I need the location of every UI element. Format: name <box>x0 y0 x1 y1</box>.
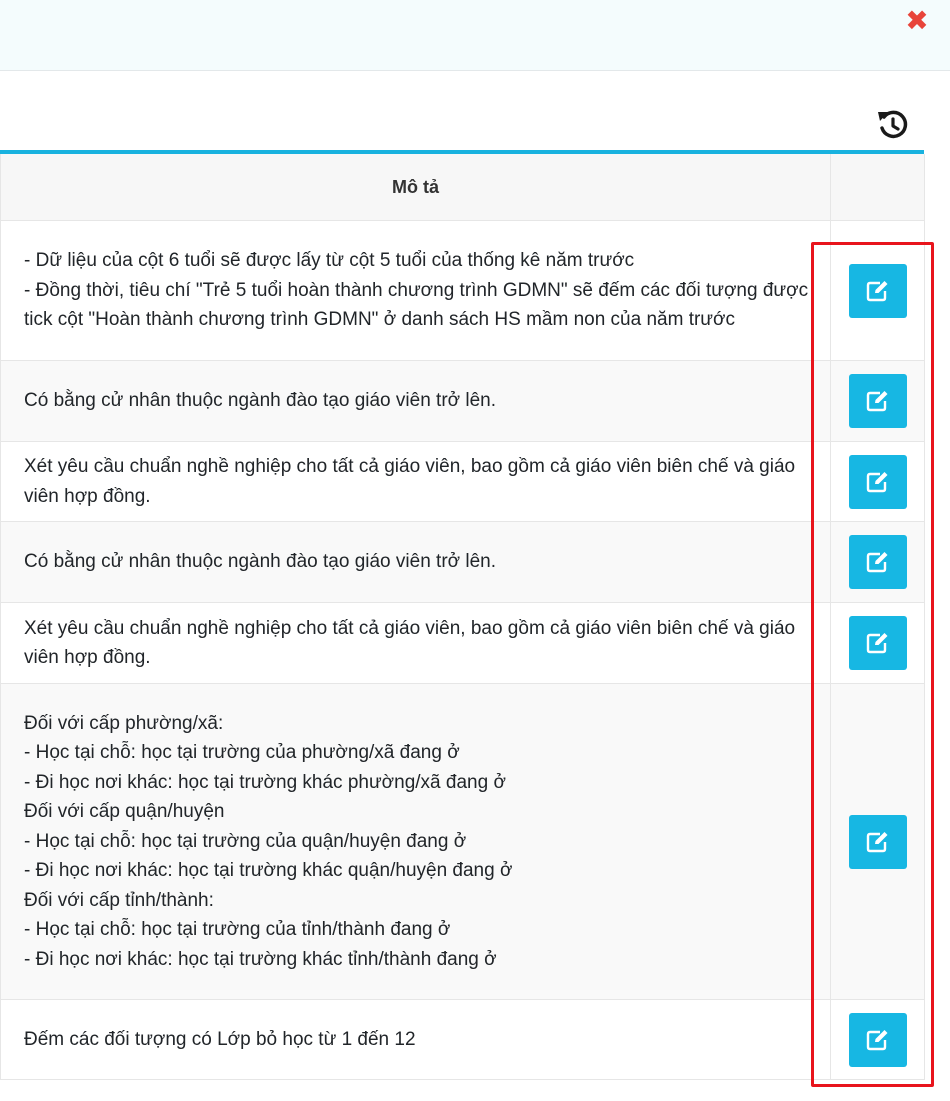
edit-icon <box>866 551 890 573</box>
table-row <box>1 603 925 684</box>
table-header-row <box>1 154 925 221</box>
table-row <box>1 1000 925 1080</box>
row-actions <box>831 442 925 522</box>
table-body <box>1 221 925 1080</box>
criteria-table <box>0 154 925 1080</box>
close-icon: ✖ <box>905 5 929 36</box>
table-row <box>1 684 925 1000</box>
edit-icon <box>866 632 890 654</box>
row-description: Xét yêu cầu chuẩn nghề nghiệp cho tất cả giáo viên, bao gồm cả giáo viên biên chế và giáo viên hợp đồng. <box>1 442 831 522</box>
table-row <box>1 442 925 522</box>
criteria-table-container <box>0 150 924 1080</box>
edit-icon <box>866 280 890 302</box>
row-actions <box>831 221 925 361</box>
table-row <box>1 361 925 442</box>
history-button[interactable] <box>876 108 910 142</box>
edit-button[interactable] <box>849 616 907 670</box>
table-row <box>1 221 925 361</box>
edit-button[interactable] <box>849 535 907 589</box>
row-description: - Dữ liệu của cột 6 tuổi sẽ được lấy từ cột 5 tuổi của thống kê năm trước - Đồng thời, tiêu chí "Trẻ 5 tuổi hoàn thành chương trình GDMN" sẽ đếm các đối tượng được tick cột "Hoàn thành chương trình GDMN" ở danh sách HS mầm non của năm trước <box>1 221 831 361</box>
edit-button[interactable] <box>849 374 907 428</box>
close-button[interactable] <box>904 5 930 36</box>
modal-header <box>0 0 950 71</box>
column-header-description: Mô tả <box>1 154 831 221</box>
edit-button[interactable] <box>849 264 907 318</box>
table-row <box>1 522 925 603</box>
column-header-actions <box>831 154 925 221</box>
edit-icon <box>866 1029 890 1051</box>
row-actions <box>831 684 925 1000</box>
row-actions <box>831 603 925 684</box>
history-icon <box>876 108 910 142</box>
edit-button[interactable] <box>849 815 907 869</box>
row-description: Đếm các đối tượng có Lớp bỏ học từ 1 đến 12 <box>1 1000 831 1080</box>
edit-icon <box>866 390 890 412</box>
edit-button[interactable] <box>849 1013 907 1067</box>
row-actions <box>831 522 925 603</box>
edit-button[interactable] <box>849 455 907 509</box>
row-actions <box>831 361 925 442</box>
edit-icon <box>866 831 890 853</box>
row-description: Có bằng cử nhân thuộc ngành đào tạo giáo viên trở lên. <box>1 361 831 442</box>
row-description: Đối với cấp phường/xã: - Học tại chỗ: học tại trường của phường/xã đang ở - Đi học nơi khác: học tại trường khác phường/xã đang ở Đối với cấp quận/huyện - Học tại chỗ: học tại trường của quận/huyện đang ở - Đi học nơi khác: học tại trường khác quận/huyện đang ở Đối với cấp tỉnh/thành: - Học tại chỗ: học tại trường của tỉnh/thành đang ở - Đi học nơi khác: học tại trường khác tỉnh/thành đang ở <box>1 684 831 1000</box>
row-description: Có bằng cử nhân thuộc ngành đào tạo giáo viên trở lên. <box>1 522 831 603</box>
edit-icon <box>866 471 890 493</box>
row-description: Xét yêu cầu chuẩn nghề nghiệp cho tất cả giáo viên, bao gồm cả giáo viên biên chế và giáo viên hợp đồng. <box>1 603 831 684</box>
row-actions <box>831 1000 925 1080</box>
